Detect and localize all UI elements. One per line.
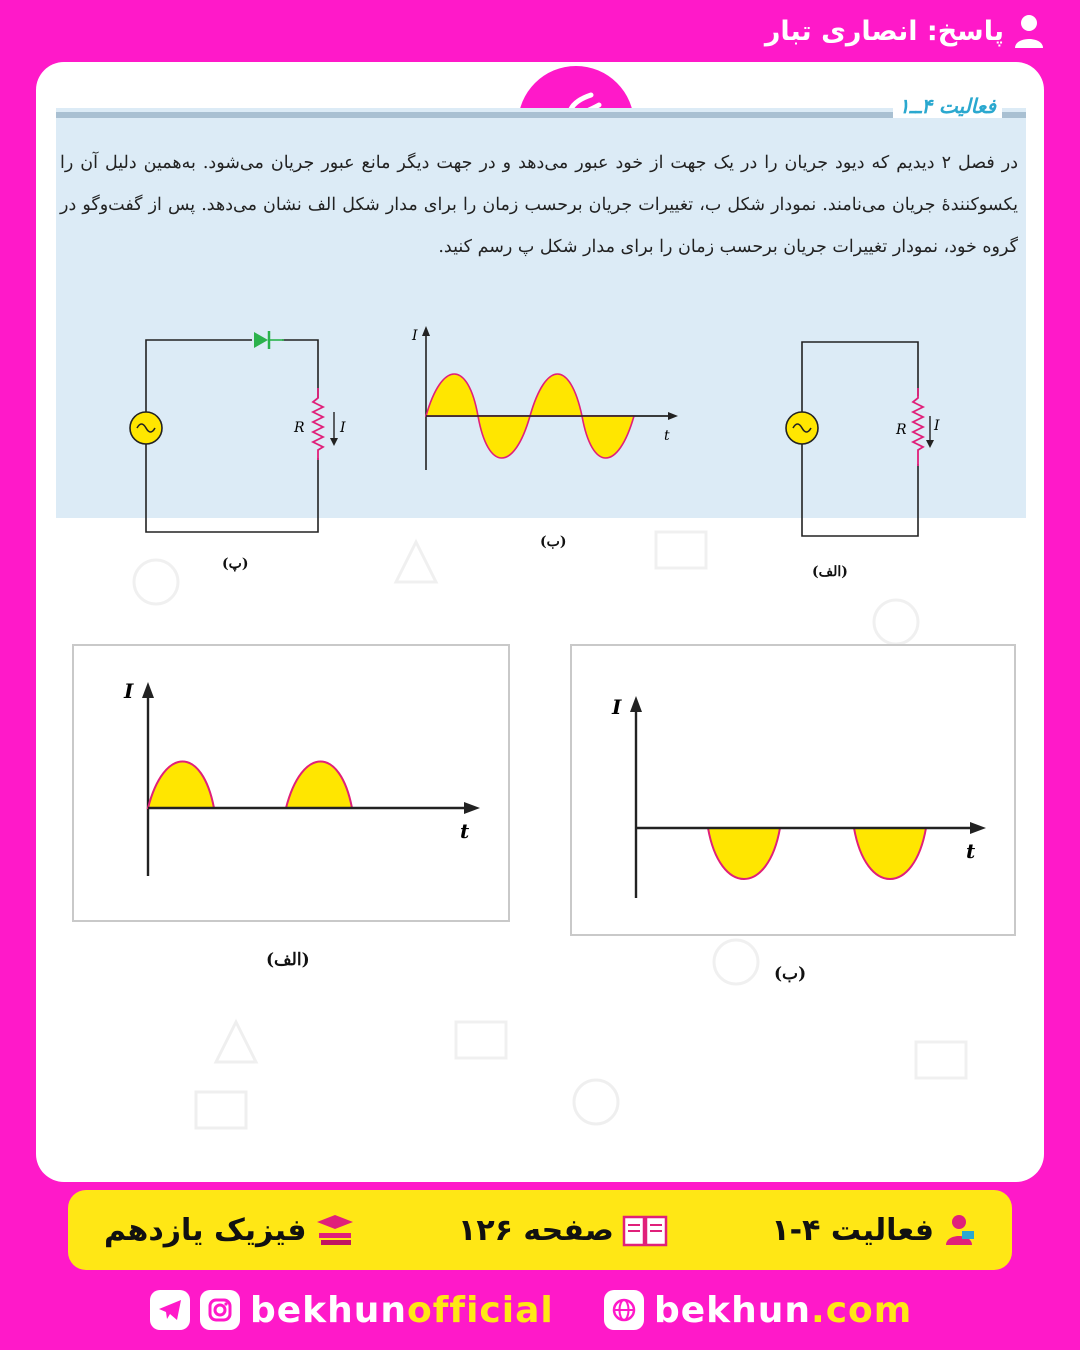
title-rule <box>56 112 1026 118</box>
website-text[interactable] <box>654 1290 912 1331</box>
positive-half-wave-2 <box>286 762 352 809</box>
resistor-label: R <box>294 420 305 436</box>
answer-graph-alef <box>72 644 510 922</box>
ac-source-icon <box>130 412 162 444</box>
answer-x-label: t <box>460 819 470 843</box>
answer-label: پاسخ: انصاری تبار <box>764 15 1004 47</box>
y-axis-arrow <box>630 696 642 712</box>
footer-page-text: صفحه ۱۲۶ <box>458 1212 614 1248</box>
graph-x-label: t <box>664 428 670 444</box>
telegram-icon[interactable] <box>150 1290 190 1330</box>
teacher-icon <box>942 1213 976 1247</box>
graph-be-caption: (ب) <box>540 534 567 550</box>
resistor-icon <box>913 388 923 466</box>
resistor-icon <box>313 388 323 460</box>
wire <box>802 342 918 412</box>
footer-activity-text: فعالیت ۴-۱ <box>771 1212 934 1248</box>
footer-page <box>458 1213 668 1248</box>
activity-title: فعالیت ۴ــ۱ <box>893 94 1002 118</box>
activity-paragraph: در فصل ۲ دیدیم که دیود جریان را در یک جهت از خود عبور می‌دهد و در جهت دیگر مانع عبور جریان می‌شود. به‌همین دلیل آن را یکسوکنندهٔ جریان می‌نامند. نمودار شکل ب، تغییرات جریان برحسب زمان را برای مدار شکل الف نشان می‌دهد. پس از گفت‌وگو در گروه خود، نمودار تغییرات جریان برحسب زمان را برای مدار شکل پ رسم کنید. <box>60 153 1018 257</box>
half-wave-negative-graph <box>572 646 1014 934</box>
current-arrow-icon <box>330 412 338 446</box>
negative-half-wave-2 <box>854 828 926 879</box>
handle-main: bekhun <box>250 1289 408 1331</box>
half-wave-positive-graph <box>74 646 508 920</box>
resistor-label: R <box>896 422 907 438</box>
positive-half-wave-1 <box>148 762 214 809</box>
instagram-handle[interactable] <box>250 1290 554 1331</box>
answer-alef-caption: (الف) <box>266 950 310 970</box>
site-main: bekhun <box>654 1289 812 1331</box>
globe-icon[interactable] <box>604 1290 644 1330</box>
social-handle[interactable] <box>150 1284 554 1336</box>
current-arrow-icon <box>926 416 934 448</box>
open-book-icon <box>622 1213 668 1247</box>
wire <box>146 340 252 412</box>
answer-x-label: t <box>966 839 976 863</box>
footer-book <box>104 1213 355 1248</box>
answer-be-caption: (ب) <box>774 964 807 984</box>
activity-box <box>56 94 1026 580</box>
current-label: I <box>340 420 346 436</box>
graduation-books-icon <box>315 1213 355 1247</box>
x-axis-arrow <box>970 822 986 834</box>
answer-y-label: I <box>612 695 622 719</box>
sine-graph <box>402 320 692 480</box>
answer-y-label: I <box>124 679 134 703</box>
negative-half-wave-1 <box>708 828 780 879</box>
y-axis-arrow <box>422 326 430 336</box>
website-link[interactable] <box>604 1284 912 1336</box>
circuit-simple <box>736 330 940 560</box>
circuit-alef-caption: (الف) <box>812 564 848 580</box>
y-axis-arrow <box>142 682 154 698</box>
user-icon <box>1014 14 1044 48</box>
wire <box>282 340 318 398</box>
circuit-pe-caption: (پ) <box>222 556 249 572</box>
graph-y-label: I <box>412 328 418 344</box>
diode-icon <box>254 331 284 349</box>
site-accent: .com <box>811 1289 913 1331</box>
x-axis-arrow <box>464 802 480 814</box>
footer-info-bar <box>68 1190 1012 1270</box>
answer-author <box>765 14 1044 48</box>
circuit-with-diode <box>122 326 352 556</box>
current-label: I <box>934 418 940 434</box>
footer-activity <box>771 1213 976 1248</box>
footer-book-text: فیزیک یازدهم <box>104 1212 307 1248</box>
ac-source-icon <box>786 412 818 444</box>
wire <box>146 444 318 532</box>
handle-accent: official <box>407 1289 554 1331</box>
wire <box>802 444 918 536</box>
instagram-icon[interactable] <box>200 1290 240 1330</box>
answer-graph-be <box>570 644 1016 936</box>
content-card <box>36 62 1044 1182</box>
